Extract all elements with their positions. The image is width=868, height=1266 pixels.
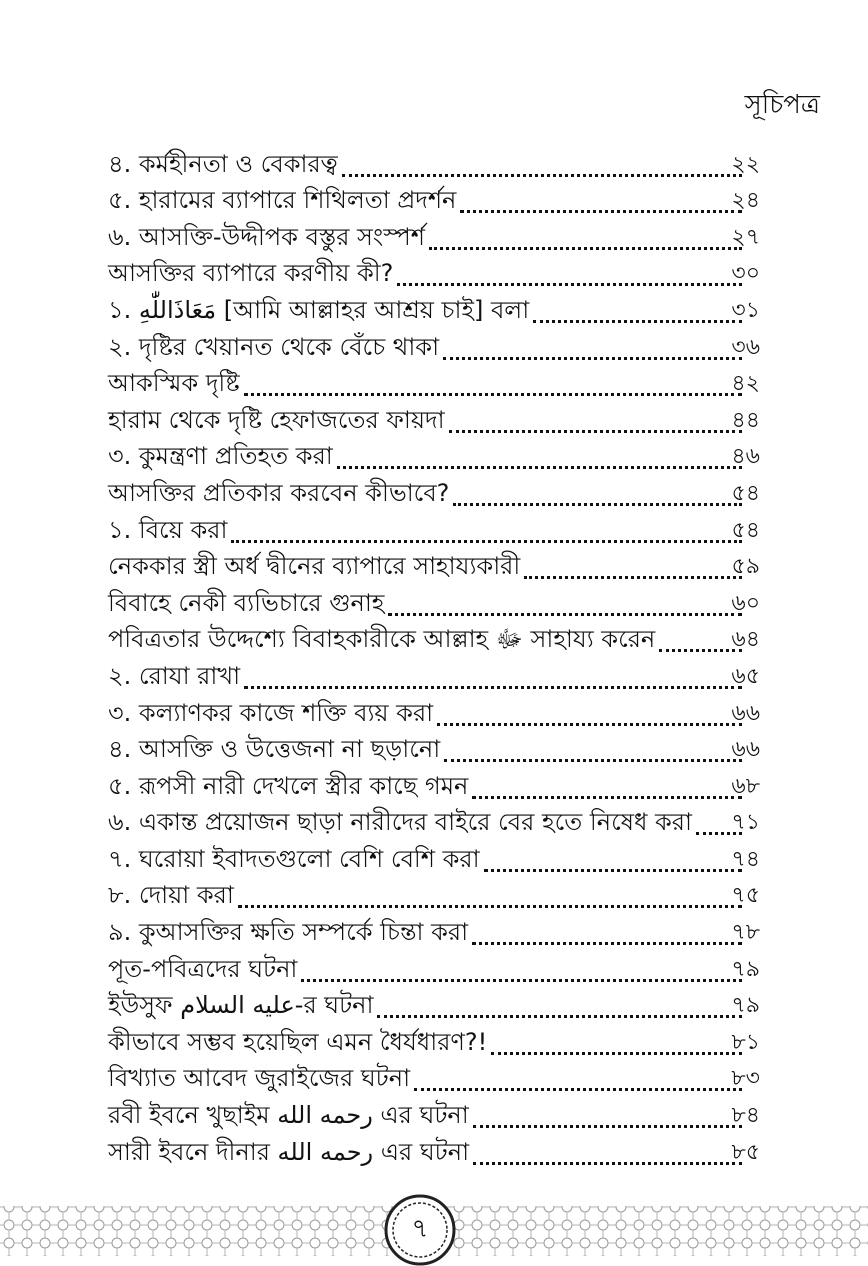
toc-entry-page: ৮৩ — [731, 1066, 760, 1092]
toc-entry-page: ৬৫ — [731, 663, 760, 689]
dot-leader — [444, 759, 742, 762]
toc-entry-title: বিখ্যাত আবেদ জুরাইজের ঘটনা — [108, 1063, 414, 1093]
toc-entry — [108, 215, 760, 252]
dot-leader — [484, 869, 742, 872]
toc-entry — [108, 910, 760, 947]
toc-entry — [108, 545, 760, 582]
toc-entry — [108, 435, 760, 472]
toc-entry — [108, 179, 760, 216]
dot-leader — [397, 283, 742, 286]
toc-entry-page: ৬০ — [731, 590, 760, 616]
dot-leader — [388, 613, 742, 616]
toc-entry-title: নেককার স্ত্রী অর্ধ দ্বীনের ব্যাপারে সাহায্যকারী — [108, 551, 524, 581]
toc-entry-page: ৩০ — [731, 261, 760, 287]
toc-entry — [108, 874, 760, 911]
toc-entry-title: ৬. একান্ত প্রয়োজন ছাড়া নারীদের বাইরে বের হতে নিষেধ করা — [108, 807, 696, 837]
toc-entry-title: ৯. কুআসক্তির ক্ষতি সম্পর্কে চিন্তা করা — [108, 917, 472, 947]
toc-entry-page: ৩১ — [731, 297, 760, 323]
toc-entry-title: ১. বিয়ে করা — [108, 515, 231, 545]
toc-entry-title: ৫. রূপসী নারী দেখলে স্ত্রীর কাছে গমন — [108, 771, 472, 801]
dot-leader — [437, 723, 742, 726]
toc-entry-title: পূত-পবিত্রদের ঘটনা — [108, 954, 301, 984]
toc-entry-title: ৭. ঘরোয়া ইবাদতগুলো বেশি বেশি করা — [108, 844, 484, 874]
toc-entry-title: কীভাবে সম্ভব হয়েছিল এমন ধৈর্যধারণ?! — [108, 1027, 491, 1057]
toc-entry — [108, 398, 760, 435]
toc-entry-page: ৮৫ — [731, 1139, 760, 1165]
dot-leader — [472, 942, 742, 945]
page-title: সূচিপত্র — [744, 90, 820, 120]
toc-entry — [108, 764, 760, 801]
toc-entry — [108, 728, 760, 765]
toc-entry-page: ৬৪ — [731, 627, 760, 653]
toc-entry-title: ২. দৃষ্টির খেয়ানত থেকে বেঁচে থাকা — [108, 332, 443, 362]
dot-leader — [342, 174, 742, 177]
toc-entry-page: ৫৯ — [731, 554, 760, 580]
toc-entry-title: ইউসুফ عليه السلام-র ঘটনা — [108, 990, 377, 1020]
dot-leader — [414, 1088, 742, 1091]
toc-entry-title: ৬. আসক্তি-উদ্দীপক বস্তুর সংস্পর্শ — [108, 222, 429, 252]
toc-entry — [108, 654, 760, 691]
toc-entry-title: সারী ইবনে দীনার رحمه الله এর ঘটনা — [108, 1137, 473, 1167]
toc-entry-title: ২. রোযা রাখা — [108, 661, 244, 691]
toc-entry-title: ৪. আসক্তি ও উত্তেজনা না ছড়ানো — [108, 734, 444, 764]
dot-leader — [524, 576, 742, 579]
toc-entry — [108, 618, 760, 655]
toc-entry-title: রবী ইবনে খুছাইম رحمه الله এর ঘটনা — [108, 1100, 473, 1130]
dot-leader — [453, 503, 742, 506]
dot-leader — [472, 796, 742, 799]
dot-leader — [473, 1125, 742, 1128]
toc-entry-page: ৬৬ — [731, 700, 760, 726]
dot-leader — [449, 430, 742, 433]
toc-entry-page: ২২ — [731, 151, 760, 177]
dot-leader — [337, 466, 742, 469]
page-number-medallion — [384, 1194, 456, 1266]
toc-entry-page: ২৪ — [731, 188, 760, 214]
toc-entry — [108, 801, 760, 838]
toc-entry — [108, 581, 760, 618]
toc-entry-page: ৪৪ — [731, 407, 760, 433]
toc-entry — [108, 1057, 760, 1094]
toc-entry-title: বিবাহে নেকী ব্যভিচারে গুনাহ — [108, 588, 388, 618]
dot-leader — [443, 357, 742, 360]
toc-entry-page: ৭৫ — [731, 883, 760, 909]
toc-entry-title: হারাম থেকে দৃষ্টি হেফাজতের ফায়দা — [108, 405, 449, 435]
toc-entry-title: আকস্মিক দৃষ্টি — [108, 368, 244, 398]
toc-entry-title: আসক্তির ব্যাপারে করণীয় কী? — [108, 258, 397, 288]
toc-entry-title: ৩. কুমন্ত্রণা প্রতিহত করা — [108, 441, 337, 471]
dot-leader — [460, 210, 742, 213]
toc-entry — [108, 1020, 760, 1057]
toc-entry — [108, 362, 760, 399]
toc-entry — [108, 947, 760, 984]
page-number: ৭ — [411, 1214, 429, 1244]
toc-entry-page: ৭৯ — [731, 993, 760, 1019]
toc-entry — [108, 471, 760, 508]
dot-leader — [377, 1015, 742, 1018]
toc-entry-title: ১. مَعَاذَاللّٰهِ [আমি আল্লাহর আশ্রয় চাই] বলা — [108, 295, 533, 325]
toc-entry-page: ২৭ — [731, 224, 760, 250]
toc-entry — [108, 1130, 760, 1167]
toc-entry — [108, 691, 760, 728]
dot-leader — [301, 979, 742, 982]
toc-entry-title: পবিত্রতার উদ্দেশ্যে বিবাহকারীকে আল্লাহ ﷻ সাহায্য করেন — [108, 624, 659, 654]
dot-leader — [491, 1052, 742, 1055]
dot-leader — [533, 320, 742, 323]
toc-entry — [108, 508, 760, 545]
toc-entry-page: ৬৬ — [731, 737, 760, 763]
dot-leader — [238, 905, 742, 908]
toc-entry — [108, 142, 760, 179]
toc-entry-title: ৮. দোয়া করা — [108, 880, 238, 910]
dot-leader — [244, 686, 742, 689]
toc-entry-page: ৫৪ — [731, 480, 760, 506]
dot-leader — [244, 393, 742, 396]
toc-entry-page: ৮১ — [731, 1029, 760, 1055]
toc-entry-page: ৫৪ — [731, 517, 760, 543]
toc-entry-page: ৮৪ — [731, 1103, 760, 1129]
toc-entry-title: ৪. কর্মহীনতা ও বেকারত্ব — [108, 149, 342, 179]
toc-entry — [108, 1093, 760, 1130]
dot-leader — [231, 540, 742, 543]
toc-entry — [108, 252, 760, 289]
toc-entry-page: ৭৮ — [731, 920, 760, 946]
toc-entry-page: ৭১ — [731, 810, 760, 836]
toc-entry-title: আসক্তির প্রতিকার করবেন কীভাবে? — [108, 478, 453, 508]
toc-entry — [108, 984, 760, 1021]
toc-entry-page: ৪৬ — [731, 444, 760, 470]
toc-entry — [108, 837, 760, 874]
toc-entry — [108, 288, 760, 325]
dot-leader — [429, 247, 742, 250]
toc-entry-page: ৭৯ — [731, 956, 760, 982]
toc-entry-page: ৪২ — [731, 371, 760, 397]
toc-entry — [108, 325, 760, 362]
toc-entry-page: ৬৮ — [731, 773, 760, 799]
toc-entry-title: ৫. হারামের ব্যাপারে শিথিলতা প্রদর্শন — [108, 185, 460, 215]
toc-entry-page: ৭৪ — [731, 846, 760, 872]
toc-entry-title: ৩. কল্যাণকর কাজে শক্তি ব্যয় করা — [108, 698, 437, 728]
dot-leader — [473, 1162, 742, 1165]
table-of-contents — [108, 142, 760, 1167]
toc-entry-page: ৩৬ — [731, 334, 760, 360]
